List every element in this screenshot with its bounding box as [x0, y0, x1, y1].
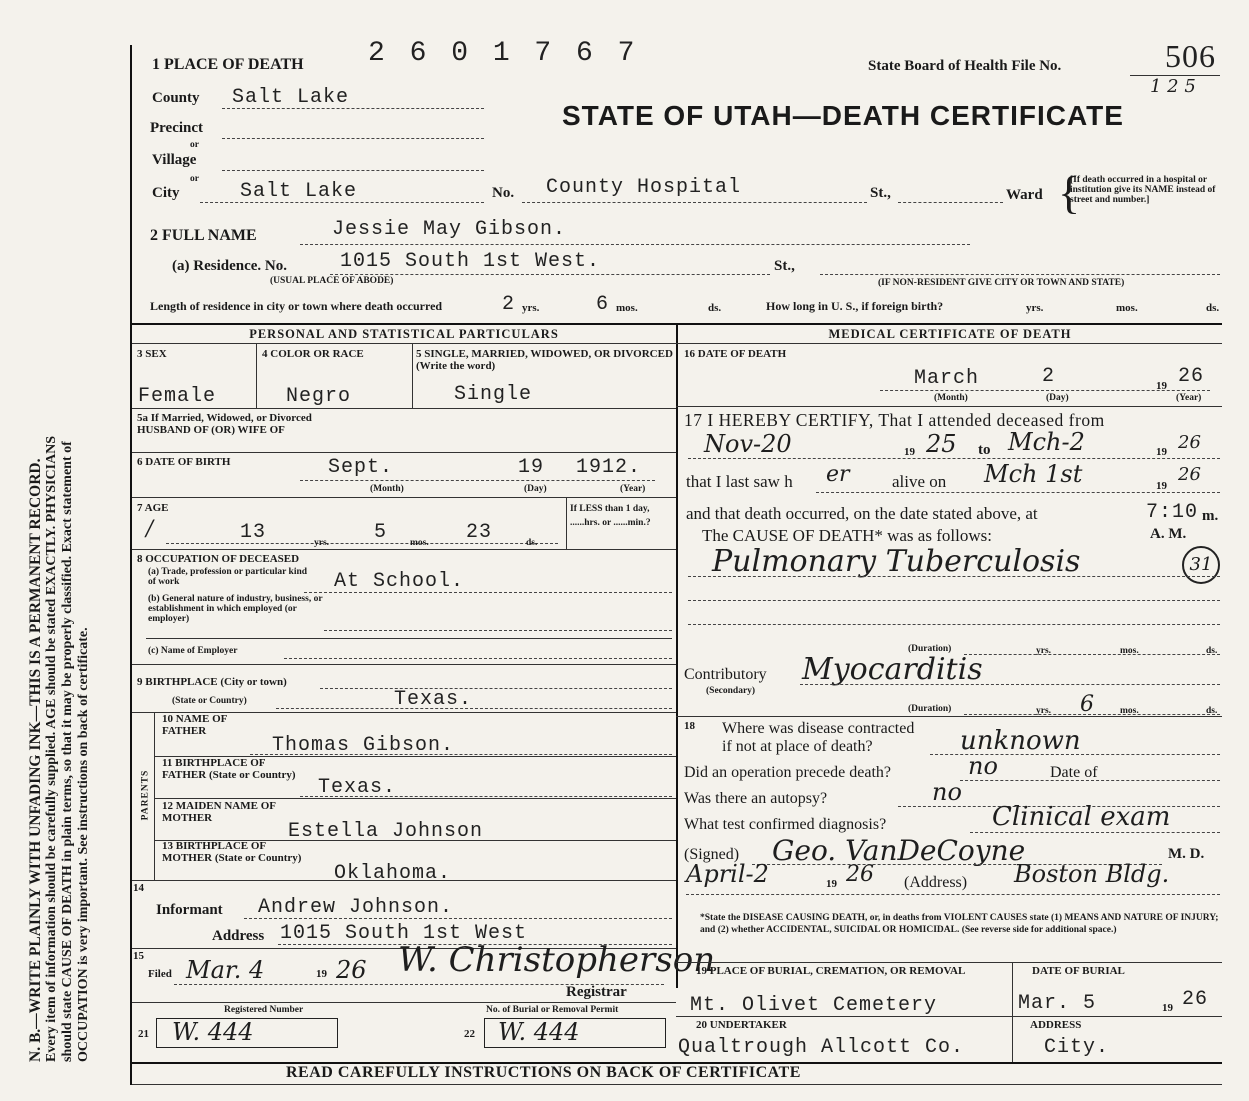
residence-label: (a) Residence. No.	[172, 258, 287, 274]
attended-from-year: 25	[926, 430, 957, 458]
cause-line-2	[688, 600, 1220, 601]
footer-instructions: READ CAREFULLY INSTRUCTIONS ON BACK OF CERTIFICATE	[286, 1064, 801, 1081]
filed-year-prefix: 19	[316, 968, 327, 980]
date-burial-year-prefix: 19	[1162, 1002, 1173, 1014]
sex-label: 3 SEX	[137, 348, 167, 360]
occupation-b-line	[324, 630, 672, 631]
residence-mos-label: mos.	[616, 302, 638, 314]
footer-rule	[132, 1084, 1222, 1085]
age-divider	[566, 497, 567, 549]
occupation-c-label: (c) Name of Employer	[148, 646, 238, 656]
test-label: What test confirmed diagnosis?	[684, 816, 887, 833]
city-value: Salt Lake	[240, 180, 358, 203]
row-burial-bottom	[676, 1016, 1222, 1017]
last-saw-line	[816, 492, 1220, 493]
certify-label: 17 I HEREBY CERTIFY, That I attended deceased from	[684, 410, 1105, 430]
dod-month: March	[914, 367, 980, 390]
less-than-label: If LESS than 1 day, ......hrs. or ......min.?	[570, 504, 651, 528]
item-15: 15	[133, 950, 144, 962]
attended-to-year-prefix: 19	[1156, 446, 1167, 458]
attended-from-year-prefix: 19	[904, 446, 915, 458]
test-value: Clinical exam	[992, 802, 1171, 832]
personal-section-title: PERSONAL AND STATISTICAL PARTICULARS	[249, 327, 559, 341]
informant-address-label: Address	[212, 928, 265, 944]
contributory-line	[800, 684, 1220, 685]
dob-day: 19	[518, 456, 545, 479]
dod-year-prefix: 19	[1156, 380, 1167, 392]
occupation-b-label: (b) General nature of industry, business, or establishment in which employed (or employer)	[148, 594, 323, 624]
parents-label: PARENTS	[140, 769, 151, 821]
father-birthplace-line	[300, 796, 672, 797]
us-yrs-label: yrs.	[1026, 302, 1044, 314]
father-name-line	[250, 754, 672, 755]
sex-divider	[256, 343, 257, 408]
death-time: 7:10	[1146, 501, 1199, 524]
occurred-label: and that death occurred, on the date stated above, at	[686, 504, 1038, 523]
or-2: or	[190, 174, 199, 184]
date-burial-year: 26	[1182, 988, 1209, 1011]
row-spouse-bottom	[132, 452, 676, 453]
occupation-a-label: (a) Trade, profession or particular kind of work	[148, 567, 308, 587]
birthplace-line2	[276, 708, 672, 709]
medical-footnote: *State the DISEASE CAUSING DEATH, or, in deaths from VIOLENT CAUSES state (1) MEANS AND NATURE OF INJURY; and (2) whether ACCIDENTAL, SUICIDAL OR HOMICIDAL. (See reverse side for additional space.)	[700, 913, 1219, 935]
village-label: Village	[152, 152, 197, 168]
registered-number-value: W. 444	[172, 1018, 254, 1046]
signed-date: April-2	[686, 860, 769, 888]
residence-yrs: 2	[502, 293, 516, 316]
father-name-value: Thomas Gibson.	[272, 734, 455, 757]
date-burial-value: Mar. 5	[1018, 992, 1097, 1015]
operation-label: Did an operation precede death?	[684, 764, 892, 781]
informant-value: Andrew Johnson.	[258, 896, 454, 919]
dod-day-cap: (Day)	[1046, 393, 1069, 403]
physician-address-label: (Address)	[904, 874, 968, 891]
row-filed-bottom	[132, 1002, 676, 1003]
contrib-yrs-label: yrs.	[1036, 706, 1052, 716]
age-ds-cap: ds.	[526, 538, 538, 548]
dod-label: 16 DATE OF DEATH	[684, 348, 787, 360]
birthplace-value: Texas.	[394, 688, 473, 711]
cause-label: The CAUSE OF DEATH* was as follows:	[702, 526, 992, 545]
undertaker-value: Qualtrough Allcott Co.	[678, 1036, 965, 1059]
file-number: 506	[1165, 38, 1216, 74]
place-burial-label: 19 PLACE OF BURIAL, CREMATION, OR REMOVAL	[696, 965, 966, 977]
contrib-ds-label: ds.	[1206, 706, 1218, 716]
where-contracted-label-2: if not at place of death?	[722, 738, 873, 755]
informant-line	[244, 918, 672, 919]
hospital-note-brace: {	[1058, 167, 1081, 218]
where-contracted-value: unknown	[960, 726, 1081, 756]
where-contracted-label: Where was disease contracted	[722, 720, 915, 737]
hospital-note: [If death occurred in a hospital or institution give its NAME instead of street and number.]	[1070, 175, 1216, 205]
occupation-line	[304, 592, 672, 593]
last-saw-year-prefix: 19	[1156, 480, 1167, 492]
city-line	[200, 202, 484, 203]
color-value: Negro	[286, 385, 352, 408]
signed-label: (Signed)	[684, 846, 740, 863]
age-label: 7 AGE	[137, 502, 169, 514]
side-divider	[130, 45, 132, 1085]
filed-year: 26	[336, 956, 367, 984]
item-14: 14	[133, 882, 144, 894]
residence-yrs-label: yrs.	[522, 302, 540, 314]
attended-from: Nov-20	[704, 430, 792, 458]
place-of-death-label: 1 PLACE OF DEATH	[152, 56, 304, 73]
row-contrib-bottom	[676, 716, 1222, 717]
birthplace-label: 9 BIRTHPLACE (City or town)	[137, 676, 287, 688]
age-months: 5	[374, 521, 388, 544]
certificate-number: 2 6 0 1 7 6 7	[368, 38, 639, 69]
occupation-value: At School.	[334, 570, 465, 593]
filed-value: Mar. 4	[186, 956, 265, 984]
county-line	[222, 108, 484, 109]
secondary-label: (Secondary)	[706, 686, 756, 696]
cause-value: Pulmonary Tuberculosis	[712, 544, 1081, 579]
cause-line-3	[688, 624, 1220, 625]
registered-number-label: Registered Number	[224, 1005, 304, 1015]
st-line	[898, 202, 1003, 203]
row-dod-bottom	[676, 406, 1222, 407]
contrib-months-value: 6	[1080, 692, 1094, 717]
undertaker-label: 20 UNDERTAKER	[696, 1019, 787, 1031]
row-age-bottom	[132, 549, 676, 550]
informant-address-value: 1015 South 1st West	[280, 922, 528, 945]
item-18: 18	[684, 720, 695, 732]
item-21: 21	[138, 1028, 149, 1040]
mother-birthplace-label: 13 BIRTHPLACE OF MOTHER (State or Country)	[162, 840, 302, 864]
date-burial-label: DATE OF BURIAL	[1032, 965, 1125, 977]
us-residence-label: How long in U. S., if foreign birth?	[766, 299, 944, 313]
full-name-line	[300, 244, 970, 245]
age-years: 13	[240, 521, 267, 544]
nonresident-note: (IF NON-RESIDENT GIVE CITY OR TOWN AND STATE)	[878, 278, 1125, 288]
row-footnote-bottom	[676, 962, 1222, 963]
burial-divider	[1012, 962, 1013, 1062]
age-line	[166, 543, 558, 544]
mother-name-label: 12 MAIDEN NAME OF MOTHER	[162, 800, 276, 824]
mother-name-value: Estella Johnson	[288, 820, 484, 843]
residence-st-label: St.,	[774, 258, 795, 274]
dob-label: 6 DATE OF BIRTH	[137, 456, 231, 468]
residence-value: 1015 South 1st West.	[340, 250, 601, 273]
physician-address-line	[686, 894, 1220, 895]
last-saw-pronoun: er	[826, 462, 850, 487]
cause-yrs-label: yrs.	[1036, 646, 1052, 656]
dob-day-cap: (Day)	[524, 484, 547, 494]
city-label: City	[152, 185, 180, 201]
side-note-text	[28, 2, 92, 1062]
m-label: m.	[1202, 508, 1219, 524]
burial-permit-value: W. 444	[498, 1018, 580, 1046]
medical-section-title: MEDICAL CERTIFICATE OF DEATH	[828, 327, 1072, 341]
age-yrs-cap: yrs.	[314, 538, 330, 548]
cause-duration-label: (Duration)	[908, 644, 952, 654]
full-name-value: Jessie May Gibson.	[332, 218, 567, 241]
contributory-value: Myocarditis	[802, 652, 983, 687]
dob-year: 1912.	[576, 456, 642, 479]
dod-month-cap: (Month)	[934, 393, 968, 403]
precinct-line	[222, 138, 484, 139]
or-1: or	[190, 140, 199, 150]
contributory-label: Contributory	[684, 666, 767, 683]
row-mother-bp-bottom	[132, 880, 676, 881]
physician-signature: Geo. VanDeCoyne	[772, 834, 1026, 867]
row-occupation-bottom	[132, 664, 676, 665]
residence-ds-label: ds.	[708, 302, 722, 314]
father-name-label: 10 NAME OF FATHER	[162, 713, 227, 737]
row-sex-bottom	[132, 408, 676, 409]
last-saw-label: that I last saw h	[686, 472, 793, 491]
operation-value: no	[968, 752, 998, 780]
no-label: No.	[492, 185, 515, 201]
no-line	[522, 202, 867, 203]
attended-to-year: 26	[1178, 432, 1201, 453]
mother-birthplace-value: Oklahoma.	[334, 863, 452, 879]
dob-line	[300, 480, 655, 481]
residence-mos: 6	[596, 293, 610, 316]
father-birthplace-value: Texas.	[318, 776, 397, 799]
dob-month: Sept.	[328, 456, 394, 479]
cause-ds-label: ds.	[1206, 646, 1218, 656]
full-name-label: 2 FULL NAME	[150, 227, 257, 244]
row-dob-bottom	[132, 497, 676, 498]
st-label: St.,	[870, 185, 891, 201]
signed-year-prefix: 19	[826, 878, 837, 890]
father-birthplace-label: 11 BIRTHPLACE OF FATHER (State or Country)	[162, 757, 296, 781]
color-label: 4 COLOR OR RACE	[262, 348, 364, 360]
no-value: County Hospital	[546, 176, 742, 199]
precinct-label: Precinct	[150, 120, 204, 136]
dod-year: 26	[1178, 365, 1205, 388]
dob-year-cap: (Year)	[620, 484, 646, 494]
village-line	[222, 170, 484, 171]
autopsy-label: Was there an autopsy?	[684, 790, 828, 807]
contrib-duration-label: (Duration)	[908, 704, 952, 714]
file-number-sub: 1 2 5	[1150, 76, 1196, 97]
cause-code: 31	[1182, 546, 1220, 584]
attended-line	[688, 458, 1220, 459]
cause-mos-label: mos.	[1120, 646, 1139, 656]
ward-label: Ward	[1006, 187, 1043, 203]
residence-st-line	[820, 274, 1220, 275]
autopsy-value: no	[932, 778, 962, 806]
grid-center	[676, 323, 678, 988]
cause-line-1	[688, 576, 1220, 577]
registrar-signature: W. Christopherson	[398, 940, 716, 980]
side-note	[0, 0, 130, 1101]
county-value: Salt Lake	[232, 86, 350, 109]
parents-divider	[154, 712, 155, 880]
signed-year: 26	[846, 862, 874, 887]
us-mos-label: mos.	[1116, 302, 1138, 314]
certificate-title: STATE OF UTAH—DEATH CERTIFICATE	[562, 100, 1124, 131]
dob-month-cap: (Month)	[370, 484, 404, 494]
dod-year-cap: (Year)	[1176, 393, 1202, 403]
undertaker-address-label: ADDRESS	[1030, 1019, 1082, 1031]
informant-label: Informant	[156, 902, 223, 918]
undertaker-address-value: City.	[1044, 1036, 1110, 1059]
item-22: 22	[464, 1028, 475, 1040]
marital-value: Single	[454, 383, 533, 406]
row-father-bp-bottom	[154, 798, 676, 799]
color-divider	[412, 343, 413, 408]
birthplace-sub: (State or Country)	[172, 696, 247, 706]
dod-line	[880, 390, 1210, 391]
test-line	[970, 832, 1220, 833]
age-days: 23	[466, 521, 493, 544]
side-note-line3: should state CAUSE OF DEATH in plain terms, so that it may be properly classified. Exact statement of	[60, 441, 75, 1062]
marital-label: 5 SINGLE, MARRIED, WIDOWED, OR DIVORCED (Write the word)	[416, 348, 673, 372]
registrar-label: Registrar	[566, 984, 627, 1000]
side-note-line1: N. B.—WRITE PLAINLY WITH UNFADING INK—THIS IS A PERMANENT RECORD.	[27, 458, 44, 1062]
dod-day: 2	[1042, 365, 1056, 388]
occupation-c-line	[284, 658, 672, 659]
occupation-label: 8 OCCUPATION OF DECEASED	[137, 553, 300, 565]
to-label: to	[978, 442, 991, 458]
physician-address-value: Boston Bldg.	[1014, 860, 1170, 888]
length-of-residence-label: Length of residence in city or town where death occurred	[150, 299, 443, 313]
abode-note: (USUAL PLACE OF ABODE)	[270, 276, 394, 286]
attended-to: Mch-2	[1008, 428, 1085, 456]
age-mark: /	[146, 516, 154, 540]
occupation-c-top	[146, 638, 672, 639]
county-label: County	[152, 90, 200, 106]
alive-label: alive on	[892, 472, 947, 491]
last-saw-year: 26	[1178, 464, 1201, 485]
contrib-mos-label: mos.	[1120, 706, 1139, 716]
last-saw-date: Mch 1st	[984, 460, 1083, 488]
am-label: A. M.	[1150, 526, 1187, 542]
file-no-label: State Board of Health File No.	[868, 58, 1062, 74]
date-of-label: Date of	[1050, 764, 1098, 781]
side-note-line4: OCCUPATION is very important. See instructions on back of certificate.	[76, 627, 91, 1062]
spouse-label: 5a If Married, Widowed, or Divorced HUSBAND OF (OR) WIFE OF	[137, 412, 312, 436]
side-note-line2: Every item of information should be carefully supplied. AGE should be stated EXACTLY. PHYSICIANS	[44, 435, 59, 1062]
us-ds-label: ds.	[1206, 302, 1220, 314]
age-mos-cap: mos.	[410, 538, 429, 548]
filed-label: Filed	[148, 968, 172, 980]
operation-line	[960, 780, 1220, 781]
place-burial-value: Mt. Olivet Cemetery	[690, 994, 938, 1017]
birthplace-line	[320, 688, 672, 689]
sex-value: Female	[138, 385, 217, 408]
cause-duration-line	[964, 654, 1220, 655]
burial-permit-label: No. of Burial or Removal Permit	[486, 1005, 619, 1015]
residence-line	[330, 274, 770, 275]
section-title-underline	[132, 343, 1222, 344]
md-label: M. D.	[1168, 846, 1205, 862]
